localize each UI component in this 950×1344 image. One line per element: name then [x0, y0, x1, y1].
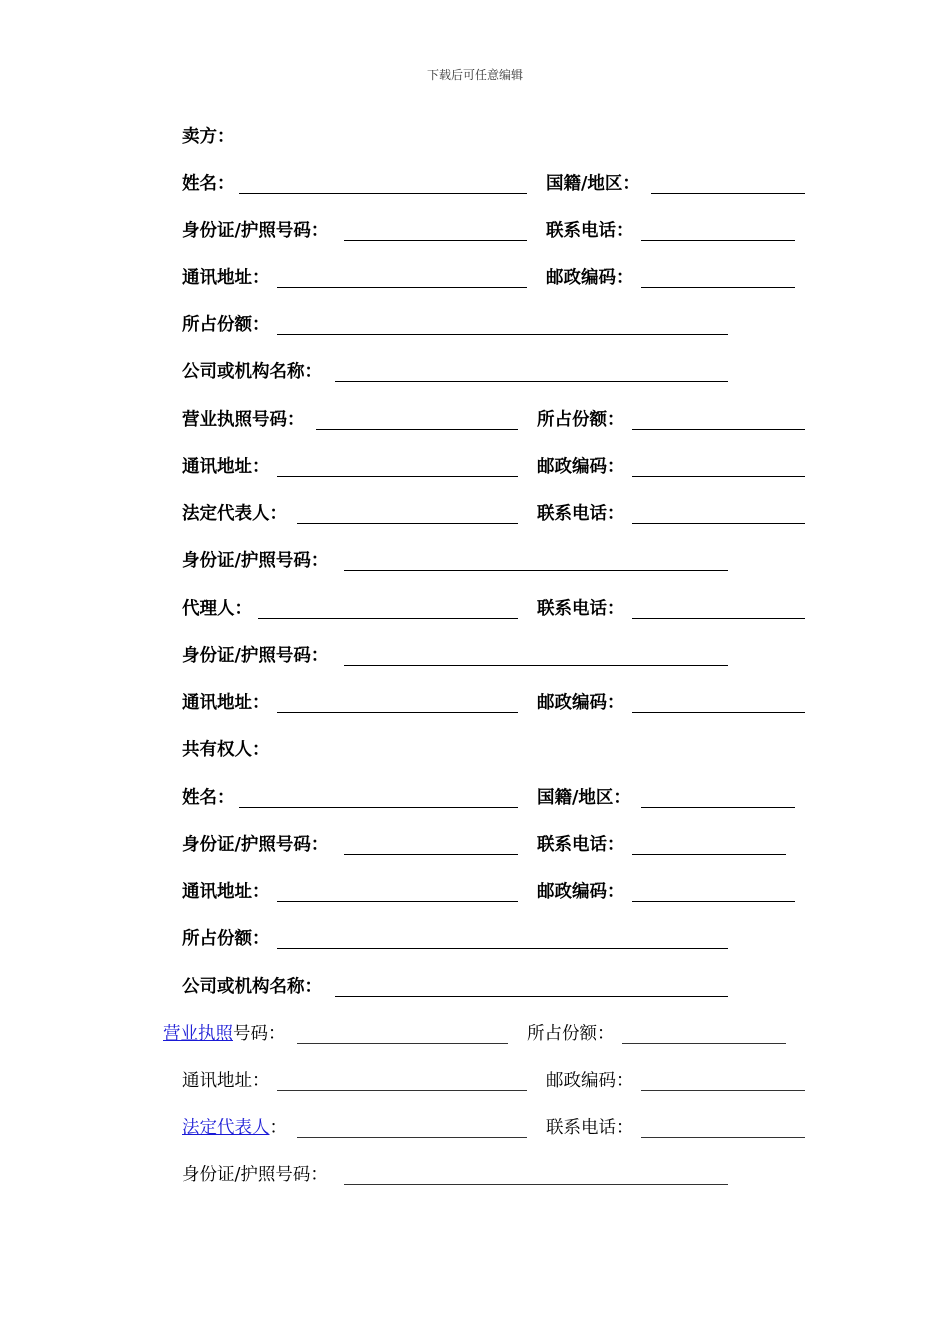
id-number-blank[interactable]	[344, 854, 518, 855]
phone-blank[interactable]	[641, 1137, 805, 1138]
field-label: 所占份额：	[527, 1024, 615, 1044]
address-blank[interactable]	[277, 476, 518, 477]
address-blank[interactable]	[277, 901, 518, 902]
field-label: 邮政编码：	[546, 268, 634, 288]
field-label: 身份证/护照号码：	[182, 646, 329, 666]
field-label: 邮政编码：	[537, 693, 625, 713]
page-header: 下载后可任意编辑	[426, 68, 523, 82]
postcode-blank[interactable]	[632, 712, 805, 713]
license-link[interactable]: 营业执照	[163, 1024, 233, 1044]
field-label: 邮政编码：	[537, 457, 625, 477]
postcode-blank[interactable]	[632, 476, 805, 477]
field-label: 法定代表人：	[182, 504, 287, 524]
field-label: 通讯地址：	[182, 457, 270, 477]
field-label: 共有权人：	[182, 740, 270, 760]
postcode-blank[interactable]	[632, 901, 795, 902]
field-label: 代理人：	[182, 599, 252, 619]
field-label: 联系电话：	[537, 504, 625, 524]
field-label	[163, 1022, 286, 1046]
share-blank[interactable]	[632, 429, 805, 430]
field-label: 所占份额：	[537, 410, 625, 430]
name-blank[interactable]	[239, 807, 518, 808]
field-label: 通讯地址：	[182, 268, 270, 288]
field-label: 联系电话：	[546, 1118, 634, 1138]
legal-rep-blank[interactable]	[297, 523, 518, 524]
id-number-blank[interactable]	[344, 665, 728, 666]
field-label: 邮政编码：	[537, 882, 625, 902]
phone-blank[interactable]	[632, 523, 805, 524]
license-number-blank[interactable]	[316, 429, 518, 430]
field-label: 国籍/地区：	[546, 174, 640, 194]
nationality-blank[interactable]	[651, 193, 805, 194]
legal-rep-link[interactable]: 法定代表人	[182, 1118, 270, 1138]
field-label: 身份证/护照号码：	[182, 835, 329, 855]
license-number-blank[interactable]	[297, 1043, 508, 1044]
id-number-blank[interactable]	[344, 570, 728, 571]
field-label: 通讯地址：	[182, 693, 270, 713]
share-blank[interactable]	[277, 334, 728, 335]
legal-rep-blank[interactable]	[297, 1137, 527, 1138]
field-label: 姓名：	[182, 788, 235, 808]
field-label: 邮政编码：	[546, 1071, 634, 1091]
field-label-rest: ：	[269, 1118, 287, 1138]
field-label: 联系电话：	[537, 599, 625, 619]
address-blank[interactable]	[277, 712, 518, 713]
field-label: 所占份额：	[182, 315, 270, 335]
field-label: 通讯地址：	[182, 882, 270, 902]
address-blank[interactable]	[277, 287, 527, 288]
field-label-rest: 号码：	[233, 1024, 286, 1044]
phone-blank[interactable]	[641, 240, 795, 241]
field-label: 公司或机构名称：	[182, 977, 322, 997]
nationality-blank[interactable]	[641, 807, 795, 808]
company-name-blank[interactable]	[335, 996, 728, 997]
field-label: 公司或机构名称：	[182, 362, 322, 382]
share-blank[interactable]	[277, 948, 728, 949]
field-label: 姓名：	[182, 174, 235, 194]
name-blank[interactable]	[239, 193, 527, 194]
field-label: 国籍/地区：	[537, 788, 631, 808]
id-number-blank[interactable]	[344, 1184, 728, 1185]
phone-blank[interactable]	[632, 854, 786, 855]
phone-blank[interactable]	[632, 618, 805, 619]
field-label: 卖方：	[182, 127, 235, 147]
field-label: 营业执照号码：	[182, 410, 305, 430]
field-label: 联系电话：	[537, 835, 625, 855]
agent-blank[interactable]	[258, 618, 518, 619]
field-label: 通讯地址：	[182, 1071, 270, 1091]
field-label: 联系电话：	[546, 221, 634, 241]
postcode-blank[interactable]	[641, 1090, 805, 1091]
id-number-blank[interactable]	[344, 240, 527, 241]
field-label: 身份证/护照号码：	[182, 1165, 328, 1185]
share-blank[interactable]	[622, 1043, 786, 1044]
field-label: 身份证/护照号码：	[182, 551, 329, 571]
field-label: 身份证/护照号码：	[182, 221, 329, 241]
field-label: 所占份额：	[182, 929, 270, 949]
address-blank[interactable]	[277, 1090, 527, 1091]
company-name-blank[interactable]	[335, 381, 728, 382]
postcode-blank[interactable]	[641, 287, 795, 288]
field-label	[182, 1116, 287, 1140]
